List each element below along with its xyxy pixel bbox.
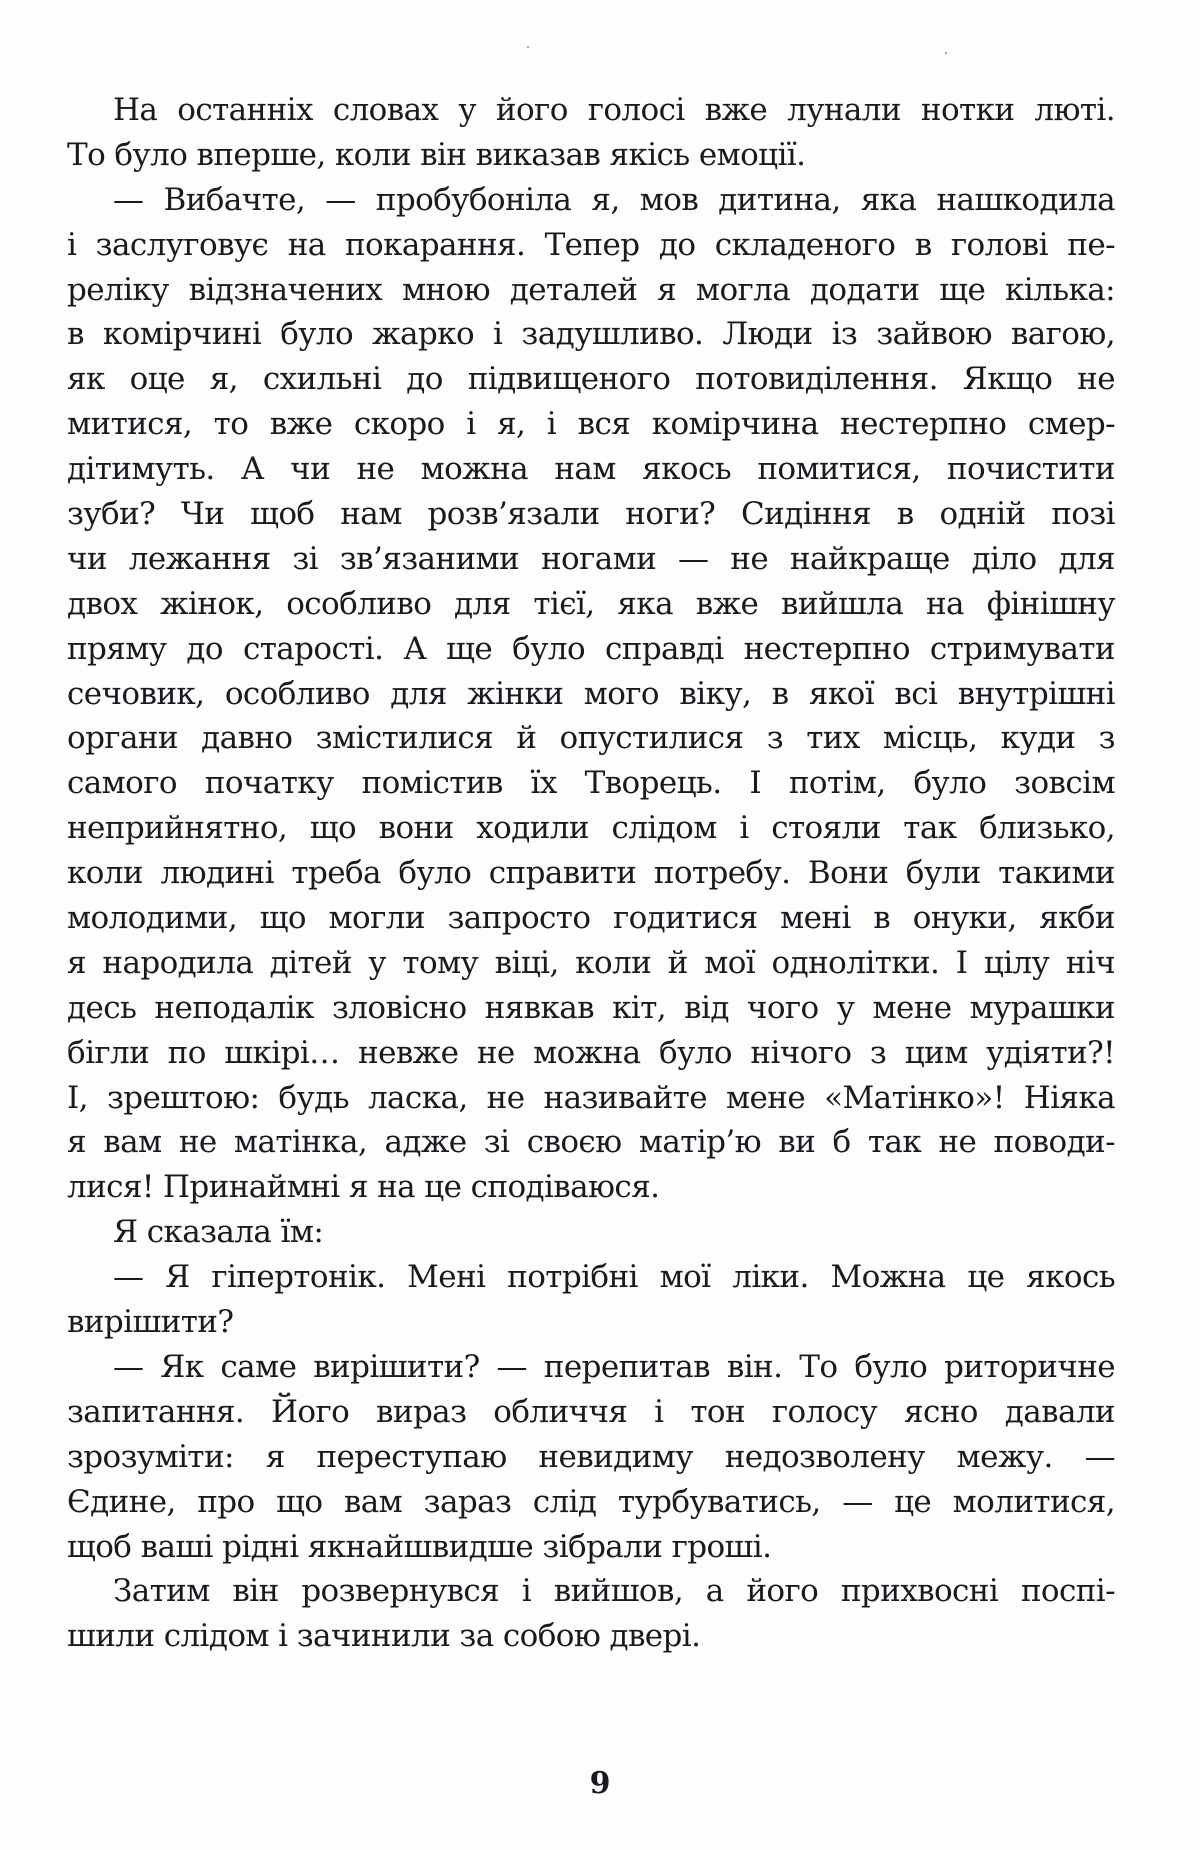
text-line: бігли по шкірі… невже не можна було нічого з цим удіяти?! [67,1034,1115,1071]
text-line: чи лежання зі зв’язаними ногами — не найкраще діло для [67,540,1115,577]
text-line: в комірчині було жарко і задушливо. Люди із зайвою вагою, [67,316,1115,353]
scan-speck [945,52,947,54]
text-line: запитання. Його вираз обличчя і тон голосу ясно давали [67,1393,1115,1430]
text-line: вирішити? [67,1304,234,1341]
text-line: — Я гіпертонік. Мені потрібні мої ліки. Можна це якось [113,1259,1115,1296]
text-line: я народила дітей у тому віці, коли й мої однолітки. І цілу ніч [67,944,1115,981]
text-line: пряму до старості. А ще було справді нестерпно стримувати [67,630,1115,667]
text-line: десь неподалік зловісно нявкав кіт, від чого у мене мурашки [67,989,1115,1026]
text-line: Затим він розвернувся і вийшов, а його прихвосні поспі- [113,1573,1115,1610]
text-line: зрозуміти: я переступаю невидиму недозволену межу. — [67,1438,1115,1475]
text-line: лися! Принаймні я на це сподіваюся. [67,1169,660,1206]
text-line: двох жінок, особливо для тієї, яка вже вийшла на фінішну [67,585,1115,622]
text-line: молодими, що могли запросто годитися мені в онуки, якби [67,900,1115,937]
book-page-text [67,88,1115,1659]
text-line: сечовик, особливо для жінки мого віку, в якої всі внутрішні [67,675,1115,712]
text-line: дітимуть. А чи не можна нам якось помитися, почистити [67,451,1115,488]
scan-speck [527,46,529,48]
text-line: То було вперше, коли він виказав якісь емоції. [67,136,806,173]
text-line: зуби? Чи щоб нам розв’язали ноги? Сидіння в одній позі [67,496,1115,533]
text-line: органи давно змістилися й опустилися з тих місць, куди з [67,720,1115,757]
text-line: і заслуговує на покарання. Тепер до складеного в голові пе- [67,226,1115,263]
text-line: щоб ваші рідні якнайшвидше зібрали гроші. [67,1528,772,1565]
text-line: Я сказала їм: [113,1214,324,1251]
text-line: І, зрештою: будь ласка, не називайте мене «Матінко»! Ніяка [67,1079,1115,1116]
text-line: коли людині треба було справити потребу. Вони були такими [67,855,1115,892]
text-line: я вам не матінка, адже зі своєю матір’ю ви б так не поводи- [67,1124,1115,1161]
text-line: самого початку помістив їх Творець. І потім, було зовсім [67,765,1115,802]
text-line: реліку відзначених мною деталей я могла додати ще кілька: [67,271,1115,308]
text-line: Єдине, про що вам зараз слід турбуватись, — це молитися, [67,1483,1115,1520]
text-line: шили слідом і зачинили за собою двері. [67,1618,701,1655]
page-number: 9 [589,1766,611,1801]
text-line: — Вибачте, — пробубоніла я, мов дитина, яка нашкодила [113,181,1115,218]
text-line: митися, то вже скоро і я, і вся комірчина нестерпно смер- [67,406,1115,443]
text-line: — Як саме вирішити? — перепитав він. То було риторичне [113,1348,1115,1385]
text-line: як оце я, схильні до підвищеного потовиділення. Якщо не [67,361,1115,398]
text-line: На останніх словах у його голосі вже лунали нотки люті. [113,92,1115,128]
text-line: неприйнятно, що вони ходили слідом і стояли так близько, [67,810,1115,847]
